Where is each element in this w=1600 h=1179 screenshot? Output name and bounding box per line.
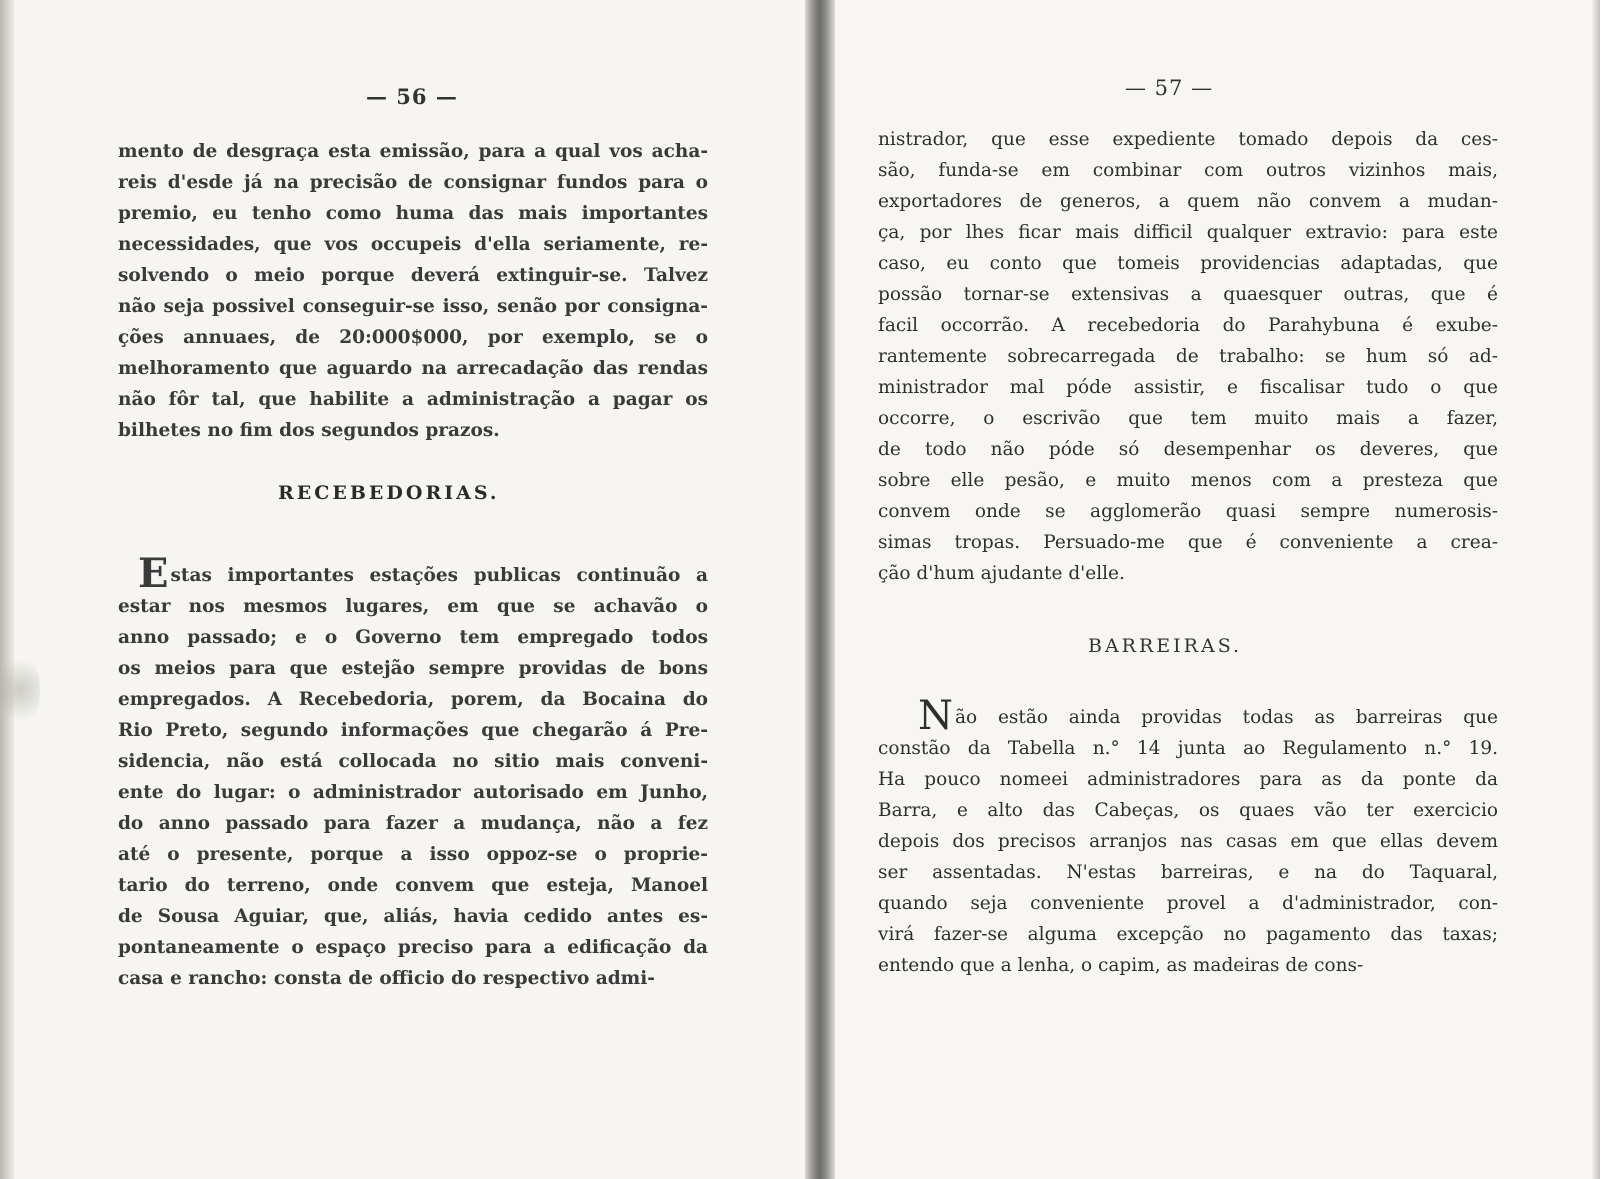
text-line: até o presente, porque a isso oppoz-se o proprie- <box>118 844 708 865</box>
text-line: os meios para que estejão sempre providas de bons <box>118 658 708 679</box>
text-line: do anno passado para fazer a mudança, não a fez <box>118 813 708 834</box>
text-line: sobre elle pesão, e muito menos com a presteza que <box>878 470 1498 491</box>
book-gutter <box>805 0 835 1179</box>
text-line: reis d'esde já na precisão de consignar fundos para o <box>118 172 708 193</box>
text-line: simas tropas. Persuado-me que é conveniente a crea- <box>878 532 1498 553</box>
text-line: são, funda-se em combinar com outros vizinhos mais, <box>878 160 1498 181</box>
page-number-left: — 56 — <box>366 84 458 109</box>
drop-cap: E <box>138 550 169 597</box>
text-line: de Sousa Aguiar, que, aliás, havia cedido antes es- <box>118 906 708 927</box>
left-paragraph-1 <box>118 136 708 446</box>
right-page <box>835 0 1600 1179</box>
text-line: ser assentadas. N'estas barreiras, e na do Taquaral, <box>878 862 1498 883</box>
text-line: pontaneamente o espaço preciso para a edificação da <box>118 937 708 958</box>
text-line: não seja possivel conseguir-se isso, senão por consigna- <box>118 296 708 317</box>
text-line: quando seja conveniente provel a d'administrador, con- <box>878 893 1498 914</box>
text-line: Ha pouco nomeei administradores para as da ponte da <box>878 769 1498 790</box>
text-line: bilhetes no fim dos segundos prazos. <box>118 420 500 441</box>
text-line <box>118 550 708 597</box>
text-line: melhoramento que aguardo na arrecadação das rendas <box>118 358 708 379</box>
heading-recebedorias: RECEBEDORIAS. <box>278 482 500 504</box>
text-line: ção d'hum ajudante d'elle. <box>878 563 1125 584</box>
text-line: nistrador, que esse expediente tomado depois da ces- <box>878 129 1498 150</box>
left-page-edge <box>0 0 14 1179</box>
text-line: ente do lugar: o administrador autorisado em Junho, <box>118 782 708 803</box>
text-line: não fôr tal, que habilite a administração a pagar os <box>118 389 708 410</box>
heading-barreiras: BARREIRAS. <box>1088 635 1243 657</box>
text-line: necessidades, que vos occupeis d'ella seriamente, re- <box>118 234 708 255</box>
text-line: premio, eu tenho como huma das mais importantes <box>118 203 708 224</box>
text-line: ça, por lhes ficar mais difficil qualquer extravio: para este <box>878 222 1498 243</box>
text-line: virá fazer-se alguma excepção no pagamento das taxas; <box>878 924 1498 945</box>
text-line: convem onde se agglomerão quasi sempre numerosis- <box>878 501 1498 522</box>
text-line: casa e rancho: consta de officio do respectivo admi- <box>118 968 655 989</box>
text-line: de todo não póde só desempenhar os deveres, que <box>878 439 1498 460</box>
right-paragraph-1 <box>878 124 1498 589</box>
text-line: estar nos mesmos lugares, em que se achavão o <box>118 596 708 617</box>
text-line: caso, eu conto que tomeis providencias adaptadas, que <box>878 253 1498 274</box>
text-line: occorre, o escrivão que tem muito mais a fazer, <box>878 408 1498 429</box>
page-stain <box>0 650 40 730</box>
text-line: depois dos precisos arranjos nas casas em que ellas devem <box>878 831 1498 852</box>
text-line: tario do terreno, onde convem que esteja, Manoel <box>118 875 708 896</box>
right-page-edge <box>1592 0 1600 1179</box>
text-line: mento de desgraça esta emissão, para a qual vos acha- <box>118 141 708 162</box>
text-line: sidencia, não está collocada no sitio mais conveni- <box>118 751 708 772</box>
page-number-right: — 57 — <box>1125 76 1214 100</box>
text-line: solvendo o meio porque deverá extinguir-se. Talvez <box>118 265 708 286</box>
text-line: ções annuaes, de 20:000$000, por exemplo, se o <box>118 327 708 348</box>
text-line: rantemente sobrecarregada de trabalho: se hum só ad- <box>878 346 1498 367</box>
left-paragraph-2 <box>118 550 708 994</box>
text-line: constão da Tabella n.° 14 junta ao Regulamento n.° 19. <box>878 738 1498 759</box>
text-line: Rio Preto, segundo informações que chegarão á Pre- <box>118 720 708 741</box>
text-line: empregados. A Recebedoria, porem, da Bocaina do <box>118 689 708 710</box>
drop-cap: N <box>918 693 953 739</box>
text-line: facil occorrão. A recebedoria do Parahybuna é exube- <box>878 315 1498 336</box>
text-line <box>878 693 1498 739</box>
text-line: Barra, e alto das Cabeças, os quaes vão ter exercicio <box>878 800 1498 821</box>
text-line: possão tornar-se extensivas a quaesquer outras, que é <box>878 284 1498 305</box>
text-line: ministrador mal póde assistir, e fiscalisar tudo o que <box>878 377 1498 398</box>
text-line: exportadores de generos, a quem não convem a mudan- <box>878 191 1498 212</box>
text-line: entendo que a lenha, o capim, as madeiras de cons- <box>878 955 1364 976</box>
right-paragraph-2 <box>878 693 1498 981</box>
text-line: anno passado; e o Governo tem empregado todos <box>118 627 708 648</box>
text-line-rest: stas importantes estações publicas continuão a <box>170 565 708 586</box>
text-line-rest: ão estão ainda providas todas as barreiras que <box>955 707 1498 728</box>
